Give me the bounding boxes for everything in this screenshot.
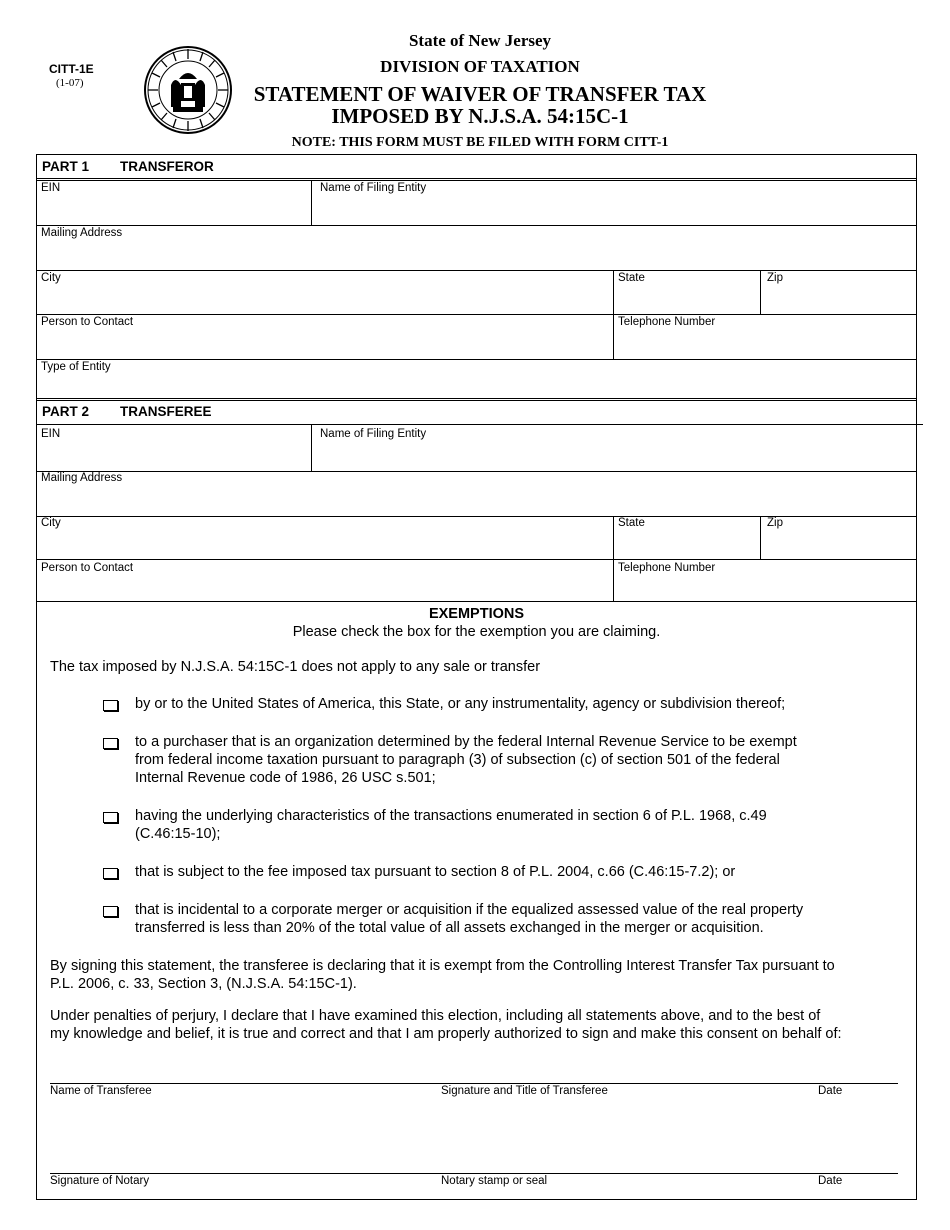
form-title-line2: IMPOSED BY N.J.S.A. 54:15C-1 [331,104,629,128]
exemptions-subtitle: Please check the box for the exemption you are claiming. [292,624,661,640]
notary-stamp-label: Notary stamp or seal [441,1175,548,1187]
exemption-item-4-line: that is subject to the fee imposed tax pursuant to section 8 of P.L. 2004, c.66 (C.46:15-7.2); or [135,864,736,880]
exemption-item-1 [135,695,785,713]
exemption-item-2-line: to a purchaser that is an organization determined by the federal Internal Revenue Service to be exempt [135,734,797,750]
part1-phone-field[interactable]: Telephone Number [618,316,716,328]
exemptions-intro: The tax imposed by N.J.S.A. 54:15C-1 does not apply to any sale or transfer [50,659,541,675]
perjury-text [50,1007,842,1043]
exemption-item-2-line: Internal Revenue code of 1986, 26 USC s.501; [135,770,436,786]
form-title [0,83,950,127]
form-revision: (1-07) [56,77,84,89]
transferee-name-label: Name of Transferee [50,1085,152,1097]
exemption-checkbox-4[interactable] [103,868,118,879]
part1-title: TRANSFEROR [120,159,214,174]
division-heading: DIVISION OF TAXATION [380,57,580,76]
part2-city-field[interactable]: City [41,517,61,529]
part1-contact-field[interactable]: Person to Contact [41,316,134,328]
part2-name-field[interactable]: Name of Filing Entity [320,428,427,440]
exemption-item-1-line: by or to the United States of America, this State, or any instrumentality, agency or subdivision thereof; [135,696,786,712]
exemptions-title: EXEMPTIONS [428,606,525,622]
part1-zip-field[interactable]: Zip [767,272,783,284]
perjury-line: Under penalties of perjury, I declare that I have examined this election, including all statements above, and to the best of [50,1008,821,1024]
exemption-item-5-line: transferred is less than 20% of the total value of all assets exchanged in the merger or acquisition. [135,920,764,936]
part2-zip-field[interactable]: Zip [767,517,783,529]
form-code: CITT-1E [49,62,94,76]
exemption-item-4 [135,863,735,881]
declaration-line: P.L. 2006, c. 33, Section 3, (N.J.S.A. 54:15C-1). [50,976,357,992]
form-title-line1: STATEMENT OF WAIVER OF TRANSFER TAX [253,82,707,106]
part1-state-field[interactable]: State [618,272,645,284]
state-heading: State of New Jersey [408,31,552,50]
transferee-signature-label: Signature and Title of Transferee [441,1085,608,1097]
exemption-item-3 [135,807,767,843]
part2-state-field[interactable]: State [618,517,645,529]
part1-name-field[interactable]: Name of Filing Entity [320,182,427,194]
exemption-item-3-line: having the underlying characteristics of the transactions enumerated in section 6 of P.L. 1968, c.49 [135,808,767,824]
exemption-checkbox-5[interactable] [103,906,118,917]
notary-date-label: Date [818,1175,843,1187]
exemption-item-5 [135,901,803,937]
part2-label: PART 2 [42,404,90,419]
notary-signature-line[interactable] [50,1173,898,1174]
part2-mailing-field[interactable]: Mailing Address [41,472,123,484]
transferee-signature-line[interactable] [50,1083,898,1084]
part1-label: PART 1 [42,159,90,174]
exemption-item-5-line: that is incidental to a corporate merger or acquisition if the equalized assessed value of the real property [135,902,804,918]
part2-title: TRANSFEREE [120,404,212,419]
exemption-checkbox-2[interactable] [103,738,118,749]
filing-note: NOTE: THIS FORM MUST BE FILED WITH FORM CITT-1 [291,135,669,150]
exemption-item-3-line: (C.46:15-10); [135,826,221,842]
part1-mailing-field[interactable]: Mailing Address [41,227,123,239]
exemption-item-2-line: from federal income taxation pursuant to paragraph (3) of subsection (c) of section 501 of the federal [135,752,780,768]
form-frame [36,154,917,1200]
exemption-item-2 [135,733,797,787]
declaration-line: By signing this statement, the transferee is declaring that it is exempt from the Controlling Interest Transfer Tax pursuant to [50,958,835,974]
transferee-date-label: Date [818,1085,843,1097]
declaration-text [50,957,835,993]
notary-signature-label: Signature of Notary [50,1175,150,1187]
exemption-checkbox-3[interactable] [103,812,118,823]
part2-phone-field[interactable]: Telephone Number [618,562,716,574]
part1-entity-type-field[interactable]: Type of Entity [41,361,111,373]
part1-city-field[interactable]: City [41,272,61,284]
part1-ein-field[interactable]: EIN [41,182,61,194]
part2-ein-field[interactable]: EIN [41,428,61,440]
perjury-line: my knowledge and belief, it is true and correct and that I am properly authorized to sign and make this consent on behalf of: [50,1026,842,1042]
part2-contact-field[interactable]: Person to Contact [41,562,134,574]
exemption-checkbox-1[interactable] [103,700,118,711]
